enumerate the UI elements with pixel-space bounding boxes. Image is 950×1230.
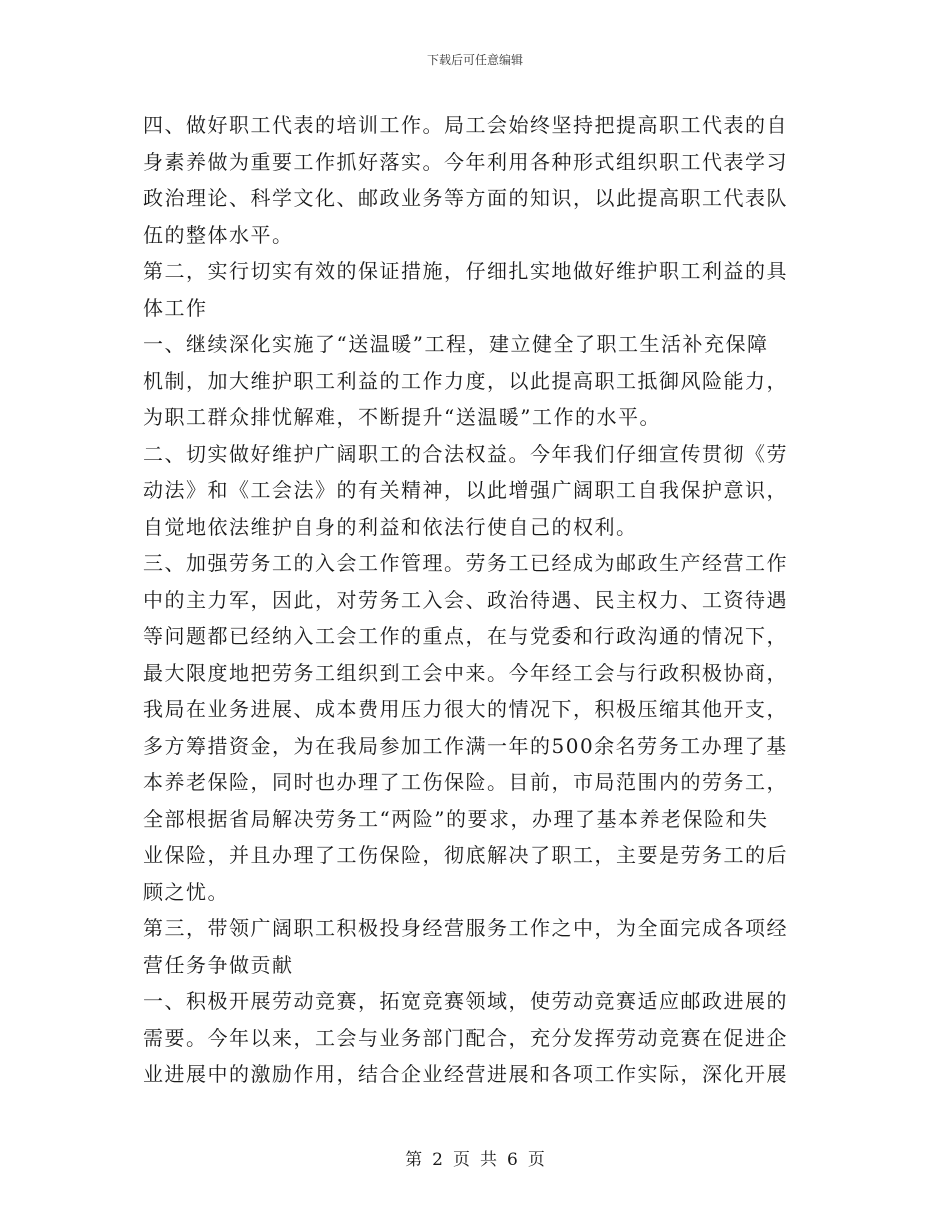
- page-header: 下载后可任意编辑: [426, 53, 523, 67]
- document-body: [143, 107, 803, 1093]
- text-line: 四、做好职工代表的培训工作。局工会始终坚持把提高职工代表的自: [143, 113, 788, 137]
- text-line: 本养老保险，同时也办理了工伤保险。目前，市局范围内的劳务工，: [143, 770, 788, 794]
- text-line: 为职工群众排忧解难，不断提升“送温暖”工作的水平。: [143, 405, 661, 429]
- text-line: 等问题都已经纳入工会工作的重点，在与党委和行政沟通的情况下，: [143, 624, 788, 648]
- page-footer: [0, 1150, 950, 1170]
- text-line: 政治理论、科学文化、邮政业务等方面的知识，以此提高职工代表队: [143, 186, 788, 210]
- text-line: 多方筹措资金，为在我局参加工作满一年的500余名劳务工办理了基: [143, 733, 788, 758]
- text-line: 营任务争做贡献: [143, 952, 294, 977]
- text-line: 我局在业务进展、成本费用压力很大的情况下，积极压缩其他开支，: [143, 697, 788, 721]
- text-line: 第二，实行切实有效的保证措施，仔细扎实地做好维护职工利益的具: [143, 259, 788, 283]
- text-line: 体工作: [143, 295, 208, 320]
- text-line: 全部根据省局解决劳务工“两险”的要求，办理了基本养老保险和失: [143, 806, 769, 831]
- text-line: 动法》和《工会法》的有关精神，以此增强广阔职工自我保护意识，: [143, 478, 788, 502]
- page-word: 第: [405, 1150, 423, 1170]
- total-pages: 6: [507, 1150, 518, 1170]
- text-line: 伍的整体水平。: [143, 222, 294, 247]
- text-line: 业保险，并且办理了工伤保险，彻底解决了职工，主要是劳务工的后: [143, 843, 788, 867]
- text-line: 身素养做为重要工作抓好落实。今年利用各种形式组织职工代表学习: [143, 149, 788, 174]
- text-line: 中的主力军，因此，对劳务工入会、政治待遇、民主权力、工资待遇: [143, 587, 788, 612]
- text-line: 三、加强劳务工的入会工作管理。劳务工已经成为邮政生产经营工作: [143, 551, 788, 575]
- text-line: 机制，加大维护职工利益的工作力度，以此提高职工抵御风险能力，: [143, 368, 788, 393]
- total-unit: 页: [527, 1150, 545, 1170]
- text-line: 需要。今年以来，工会与业务部门配合，充分发挥劳动竞赛在促进企: [143, 1025, 788, 1050]
- text-line: 自觉地依法维护自身的利益和依法行使自己的权利。: [143, 514, 638, 539]
- text-line: 二、切实做好维护广阔职工的合法权益。今年我们仔细宣传贯彻《劳: [143, 441, 788, 466]
- text-line: 一、积极开展劳动竞赛，拓宽竞赛领域，使劳动竞赛适应邮政进展的: [143, 989, 788, 1013]
- text-line: 第三，带领广阔职工积极投身经营服务工作之中，为全面完成各项经: [143, 916, 788, 940]
- text-line: 业进展中的激励作用，结合企业经营进展和各项工作实际，深化开展: [143, 1062, 788, 1086]
- text-line: 一、继续深化实施了“送温暖”工程，建立健全了职工生活补充保障: [143, 332, 769, 356]
- page-number: 2: [432, 1150, 443, 1170]
- total-word: 共: [480, 1150, 497, 1170]
- text-line: 最大限度地把劳务工组织到工会中来。今年经工会与行政积极协商，: [143, 660, 788, 685]
- text-line: 顾之忧。: [143, 879, 229, 904]
- page-unit: 页: [453, 1150, 470, 1170]
